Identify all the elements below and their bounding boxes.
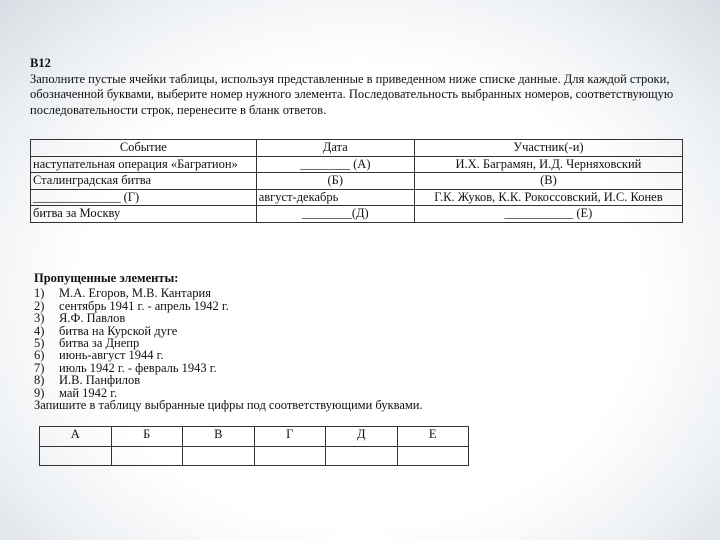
cell-date: (Б) <box>256 173 414 190</box>
item-text: И.В. Панфилов <box>59 373 141 388</box>
cell-participants: И.Х. Баграмян, И.Д. Черняховский <box>414 156 682 173</box>
missing-elements <box>34 272 423 411</box>
cell-participants: (В) <box>414 173 682 190</box>
table-header-row <box>31 140 683 157</box>
answer-cell[interactable] <box>183 447 255 466</box>
item-text: май 1942 г. <box>59 385 118 400</box>
item-number: 3) <box>34 311 45 326</box>
list-item <box>34 374 423 386</box>
cell-event: Сталинградская битва <box>31 173 257 190</box>
item-text: М.А. Егоров, М.В. Кантария <box>59 286 211 301</box>
item-number: 4) <box>34 323 45 338</box>
answer-instruction: Запишите в таблицу выбранные цифры под соответствующими буквами. <box>34 398 423 413</box>
table-row <box>31 156 683 173</box>
item-number: 5) <box>34 336 45 351</box>
answer-table <box>39 426 469 466</box>
cell-event: ______________ (Г) <box>31 189 257 206</box>
item-number: 1) <box>34 286 45 301</box>
item-number: 7) <box>34 360 45 375</box>
item-text: битва на Курской дуге <box>59 323 178 338</box>
list-item <box>34 312 423 324</box>
answer-letter: Д <box>326 427 398 447</box>
cell-date: август-декабрь <box>256 189 414 206</box>
cell-date: ________ (А) <box>256 156 414 173</box>
answer-cell[interactable] <box>326 447 398 466</box>
answer-cell[interactable] <box>397 447 469 466</box>
table-row <box>31 173 683 190</box>
answer-letter: В <box>183 427 255 447</box>
cell-participants: ___________ (Е) <box>414 206 682 223</box>
item-text: Я.Ф. Павлов <box>59 311 126 326</box>
item-text: июль 1942 г. - февраль 1943 г. <box>59 360 217 375</box>
item-text: битва за Днепр <box>59 336 140 351</box>
item-number: 9) <box>34 385 45 400</box>
item-number: 8) <box>34 373 45 388</box>
item-number: 6) <box>34 348 45 363</box>
answer-cell[interactable] <box>111 447 183 466</box>
item-number: 2) <box>34 298 45 313</box>
cell-participants: Г.К. Жуков, К.К. Рокоссовский, И.С. Конев <box>414 189 682 206</box>
list-item <box>34 349 423 361</box>
cell-date: ________(Д) <box>256 206 414 223</box>
answer-letter: Е <box>397 427 469 447</box>
item-text: июнь-август 1944 г. <box>59 348 164 363</box>
header-participants: Участник(-и) <box>414 140 682 157</box>
item-text: сентябрь 1941 г. - апрель 1942 г. <box>59 298 229 313</box>
answer-letters-row <box>40 427 469 447</box>
header-event: Событие <box>31 140 257 157</box>
answer-letter: А <box>40 427 112 447</box>
answer-letter: Б <box>111 427 183 447</box>
task-instruction: Заполните пустые ячейки таблицы, используя представленные в приведенном ниже списке данные. Для каждой строки, обозначенной буквами, выберите номер нужного элемента. Последовательность выбранных номеров, соответствующую последовательности строк, перенесите в бланк ответов. <box>30 71 674 117</box>
answer-letter: Г <box>254 427 326 447</box>
cell-event: битва за Москву <box>31 206 257 223</box>
cell-event: наступательная операция «Багратион» <box>31 156 257 173</box>
answer-cell[interactable] <box>254 447 326 466</box>
table-row <box>31 189 683 206</box>
answer-input-row <box>40 447 469 466</box>
table-row <box>31 206 683 223</box>
task-id: B12 <box>30 56 51 70</box>
events-table <box>30 139 683 223</box>
answer-cell[interactable] <box>40 447 112 466</box>
header-date: Дата <box>256 140 414 157</box>
list-item <box>34 287 423 299</box>
missing-title: Пропущенные элементы: <box>34 271 179 285</box>
task-block <box>30 56 690 118</box>
